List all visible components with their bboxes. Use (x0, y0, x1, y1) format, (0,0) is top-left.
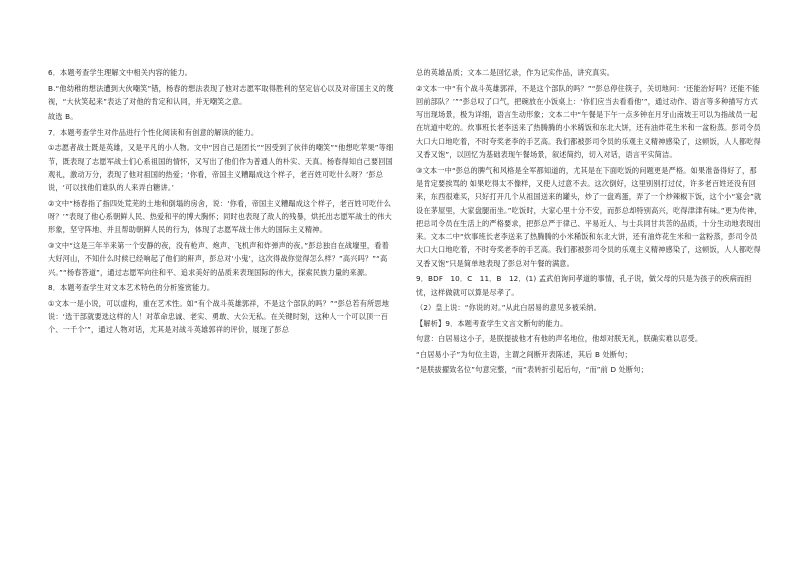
paragraph: 总的英雄品质；文本二是回忆录，作为记实作品，讲究真实。 (416, 68, 615, 77)
paragraph: 8．本题考查学生对文本艺术特色的分析鉴赏能力。 (48, 283, 215, 292)
paragraph: 【解析】9．本题考查学生文言文断句的能力。 (416, 318, 568, 328)
paragraph: 9．BDF 10．C 11．B 12．(1) 孟武伯询问孝道的事情，孔子说，做父母的只是为孩子的疾病而担忧，这样做就可以算是尽孝了。 (416, 274, 752, 297)
paragraph: 句意：白居易这小子，是朕提拔他才有他的声名地位，他却对朕无礼，朕确实难以忍受。 (416, 334, 703, 344)
paragraph: ②文本一中“有个战斗英雄郭祥，不是这个部队的吗？”“彭总停住筷子，关切地问：‘还能治好吗？还能不能回前部队？’”“彭总叹了口气，把碗放在小饭桌上：‘你们应当去看看他’”，通过动作、语言等多种描写方式写出现场景，极为详细，语言生动形象；文本二中“午餐是下午一点多钟在月牙山南坡王可以为指战员一起在坑道中吃的。炊事班长老李送来了热腾腾的小米稀饭和东北大饼，还有油炸花生米和一盆粉蒸。彭司令员大口大口地吃着，不时夸奖老李的手艺高。我们都被彭司令员的乐观主义精神感染了，这顿饭，人人都吃得又香又饱”，以回忆为基础表现午餐场景，叙述简约，切入对话，语言平实简洁。 (416, 83, 761, 160)
right-column (416, 66, 762, 551)
paragraph: B.“他幼稚的想法遭到大伙嘲笑”错，杨春的想法表现了他对志愿军取得胜利的坚定信心以及对帝国主义的蔑视，“大伙笑起来”表达了对他的肯定和认同，并无嘲笑之意。 (48, 83, 394, 106)
paragraph: （2）皇上说：“你说的对。”从此白居易的意见多被采纳。 (416, 303, 601, 313)
paragraph: ③文本一中“彭总的脾气和风格是全军都知道的，尤其是在下面吃饭的问题更是严格。如果准备得好了，那是肯定要挨骂的 如果吃得太不像样，又使人过意不去。这次倒好，这里别别打过仗，许多老百姓还没有回来，东西很难买，只好打开几个从祖国送来的罐头，炒了一盘鸡蛋，弄了一个炒辣椒下饭，这个小“宴会”就设在茅屋里，大家盘腿而坐。”吃饭时，大家心里十分不安，而彭总却特别高兴，吃得津津有味。”更为传神，把总司令员在生活上的严格要求，把彭总严于律己、平易近人、与士兵同甘共苦的品质，十分生动地表现出来。文本二中“炊事班长老李送来了热腾腾的小米稀饭和东北大饼，还有油炸花生米和一盆粉蒸，彭司令员大口大口地吃着，不时夸奖老李的手艺高。我们都被彭司令员的乐观主义精神感染了，这顿饭，人人都吃得又香又饱”只是简单地表现了彭总对午餐的满意。 (416, 165, 762, 268)
paragraph: “白居易小子”为句位主语，主谓之间断开表陈述，其后 B 处断句； (416, 349, 632, 359)
paragraph: ①志愿者战士既是英雄，又是平凡的小人物。文中“因自己是团长”“因受到了伙伴的嘲笑”“他想吃苹果”等细节，既表现了志愿军战士们心系祖国的情怀，又写出了他们作为普通人的朴实、天真。杨春得知自己要回国观礼，激动万分，表现了他对祖国的热爱；‘你看，帝国主义糟蹋成这个样子，老百姓可吃什么呀？’彭总说，‘可以找他们谁队的人来弄白糖讲。’ (48, 143, 394, 193)
paragraph: 6．本题考查学生理解文中相关内容的能力。 (48, 68, 193, 77)
paragraph: “是朕拔擢致名位”句意完整，“而”表转折引起后句，“而”前 D 处断句； (416, 365, 648, 375)
paragraph: 故选 B。 (48, 112, 78, 122)
paragraph: ③文中“这是三年半来第一个安静的夜，没有枪声、炮声、飞机声和炸弹声的夜。”彭总独自在战壕里，看着大好河山，不知什么时候已经响起了他们的鼾声，彭总对‘小鬼’，这次得战你觉得怎么样？”高兴吗？”“高兴。”“杨春答道”，通过志愿军向往和平、追求美好的品质来表现国际的伟大，探索民族力量的来源。 (48, 240, 389, 277)
paragraph: ①文本一是小说，可以虚构，重在艺术性。如“有个战斗英雄郭祥，不是这个部队的吗？”“彭总若有所思地说：‘选干部就要选这样的人！对革命忠诚、老实、勇敢、大公无私。在关键时刻，这种人一个可以顶一百个、一千个’”，通过人物对话，尤其是对战斗英雄郭祥的评价，展现了彭总 (48, 298, 390, 335)
paragraph: 7．本题考查学生对作品进行个性化阅读和有创意的解读的能力。 (48, 127, 259, 137)
left-column (48, 66, 394, 551)
paragraph: ②文中“杨春指了指四处荒芜的土地和倒塌的房舍，说：‘你看，帝国主义糟蹋成这个样子，老百姓可吃什么呀？’”表现了他心系朝鲜人民、热爱和平的博大胸怀；同时也表现了敌人的残暴，烘托出志愿军战士的伟大形象，坚守阵地、并且帮助朝鲜人民的行为，体现了志愿军战士伟大的国际主义精神。 (48, 198, 392, 235)
